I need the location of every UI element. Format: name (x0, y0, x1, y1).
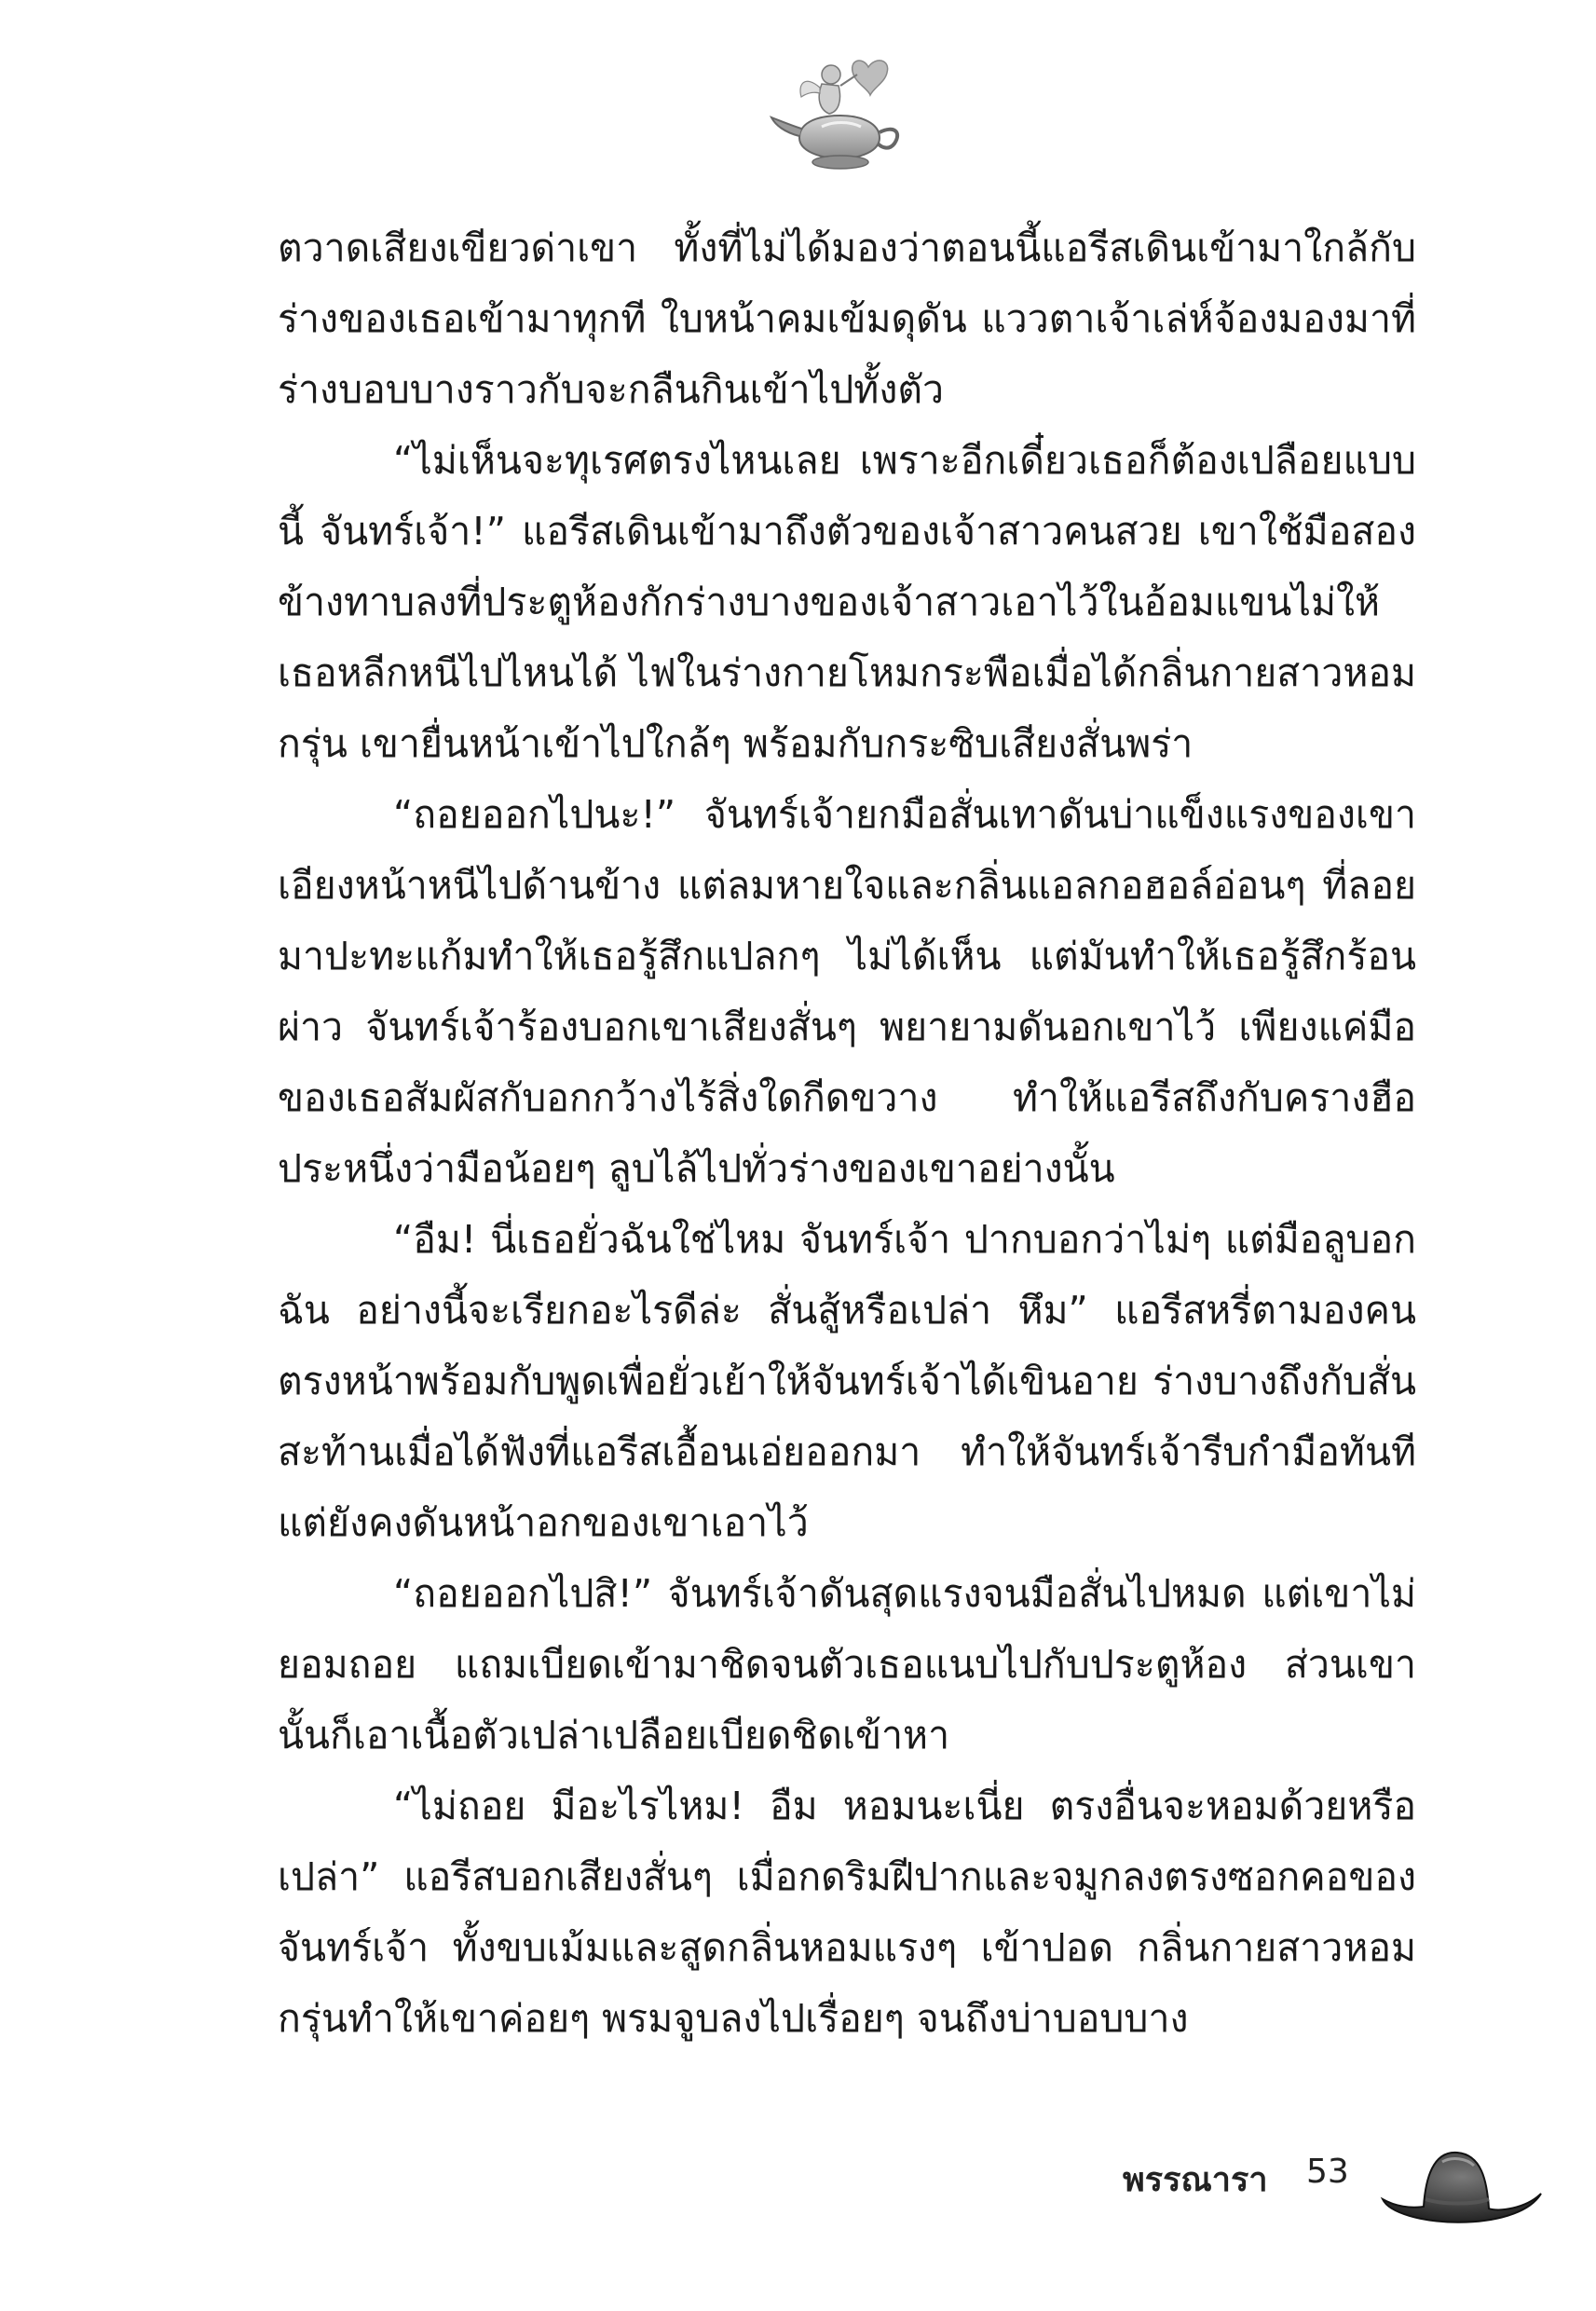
paragraph: “ไม่ถอย มีอะไรไหม! อืม หอมนะเนี่ย ตรงอื่นจะหอมด้วยหรือเปล่า” แอรีสบอกเสียงสั่นๆ เมื่อกดริมฝีปากและจมูกลงตรงซอกคอของจันทร์เจ้า ทั้งขบเม้มและสูดกลิ่นหอมแรงๆ เข้าปอด กลิ่นกายสาวหอมกรุ่นทำให้เขาค่อยๆ พรมจูบลงไปเรื่อยๆ จนถึงบ่าบอบบาง (278, 1784, 1416, 2041)
page-footer (0, 2134, 1596, 2246)
paragraph: ตวาดเสียงเขียวด่าเขา ทั้งที่ไม่ได้มองว่าตอนนี้แอรีสเดินเข้ามาใกล้กับร่างของเธอเข้ามาทุกที ใบหน้าคมเข้มดุดัน แววตาเจ้าเล่ห์จ้องมองมาที่ร่างบอบบางราวกับจะกลืนกินเข้าไปทั้งตัว (278, 226, 1416, 412)
paragraph: “ไม่เห็นจะทุเรศตรงไหนเลย เพราะอีกเดี๋ยวเธอก็ต้องเปลือยแบบนี้ จันทร์เจ้า!” แอรีสเดินเข้ามาถึงตัวของเจ้าสาวคนสวย เขาใช้มือสองข้างทาบลงที่ประตูห้องกักร่างบางของเจ้าสาวเอาไว้ในอ้อมแขนไม่ให้เธอหลีกหนีไปไหนได้ ไฟในร่างกายโหมกระพือเมื่อได้กลิ่นกายสาวหอมกรุ่น เขายื่นหน้าเข้าไปใกล้ๆ พร้อมกับกระซิบเสียงสั่นพร่า (278, 438, 1417, 766)
cowboy-hat-icon (1377, 2134, 1545, 2236)
body-text (278, 212, 1416, 2054)
cupid-teapot-icon (764, 47, 913, 186)
paragraph: “ถอยออกไปนะ!” จันทร์เจ้ายกมือสั่นเทาดันบ่าแข็งแรงของเขาเอียงหน้าหนีไปด้านข้าง แต่ลมหายใจและกลิ่นแอลกอฮอล์อ่อนๆ ที่ลอยมาปะทะแก้มทำให้เธอรู้สึกแปลกๆ ไม่ได้เห็น แต่มันทำให้เธอรู้สึกร้อนผ่าว จันทร์เจ้าร้องบอกเขาเสียงสั่นๆ พยายามดันอกเขาไว้ เพียงแค่มือของเธอสัมผัสกับอกกว้างไร้สิ่งใดกีดขวาง ทำให้แอรีสถึงกับครางฮือประหนึ่งว่ามือน้อยๆ ลูบไล้ไปทั่วร่างของเขาอย่างนั้น (278, 792, 1416, 1191)
running-title: พรรณารา (1123, 2161, 1268, 2199)
paragraph: “ถอยออกไปสิ!” จันทร์เจ้าดันสุดแรงจนมือสั่นไปหมด แต่เขาไม่ยอมถอย แถมเบียดเข้ามาชิดจนตัวเธอแนบไปกับประตูห้อง ส่วนเขานั้นก็เอาเนื้อตัวเปล่าเปลือยเบียดชิดเข้าหา (278, 1571, 1416, 1757)
page-number: 53 (1306, 2153, 1349, 2191)
paragraph: “อืม! นี่เธอยั่วฉันใช่ไหม จันทร์เจ้า ปากบอกว่าไม่ๆ แต่มือลูบอกฉัน อย่างนี้จะเรียกอะไรดีล่ะ สั่นสู้หรือเปล่า หึม” แอรีสหรี่ตามองคนตรงหน้าพร้อมกับพูดเพื่อยั่วเย้าให้จันทร์เจ้าได้เขินอาย ร่างบางถึงกับสั่นสะท้านเมื่อได้ฟังที่แอรีสเอื้อนเอ่ยออกมา ทำให้จันทร์เจ้ารีบกำมือทันที แต่ยังคงดันหน้าอกของเขาเอาไว้ (278, 1217, 1416, 1545)
